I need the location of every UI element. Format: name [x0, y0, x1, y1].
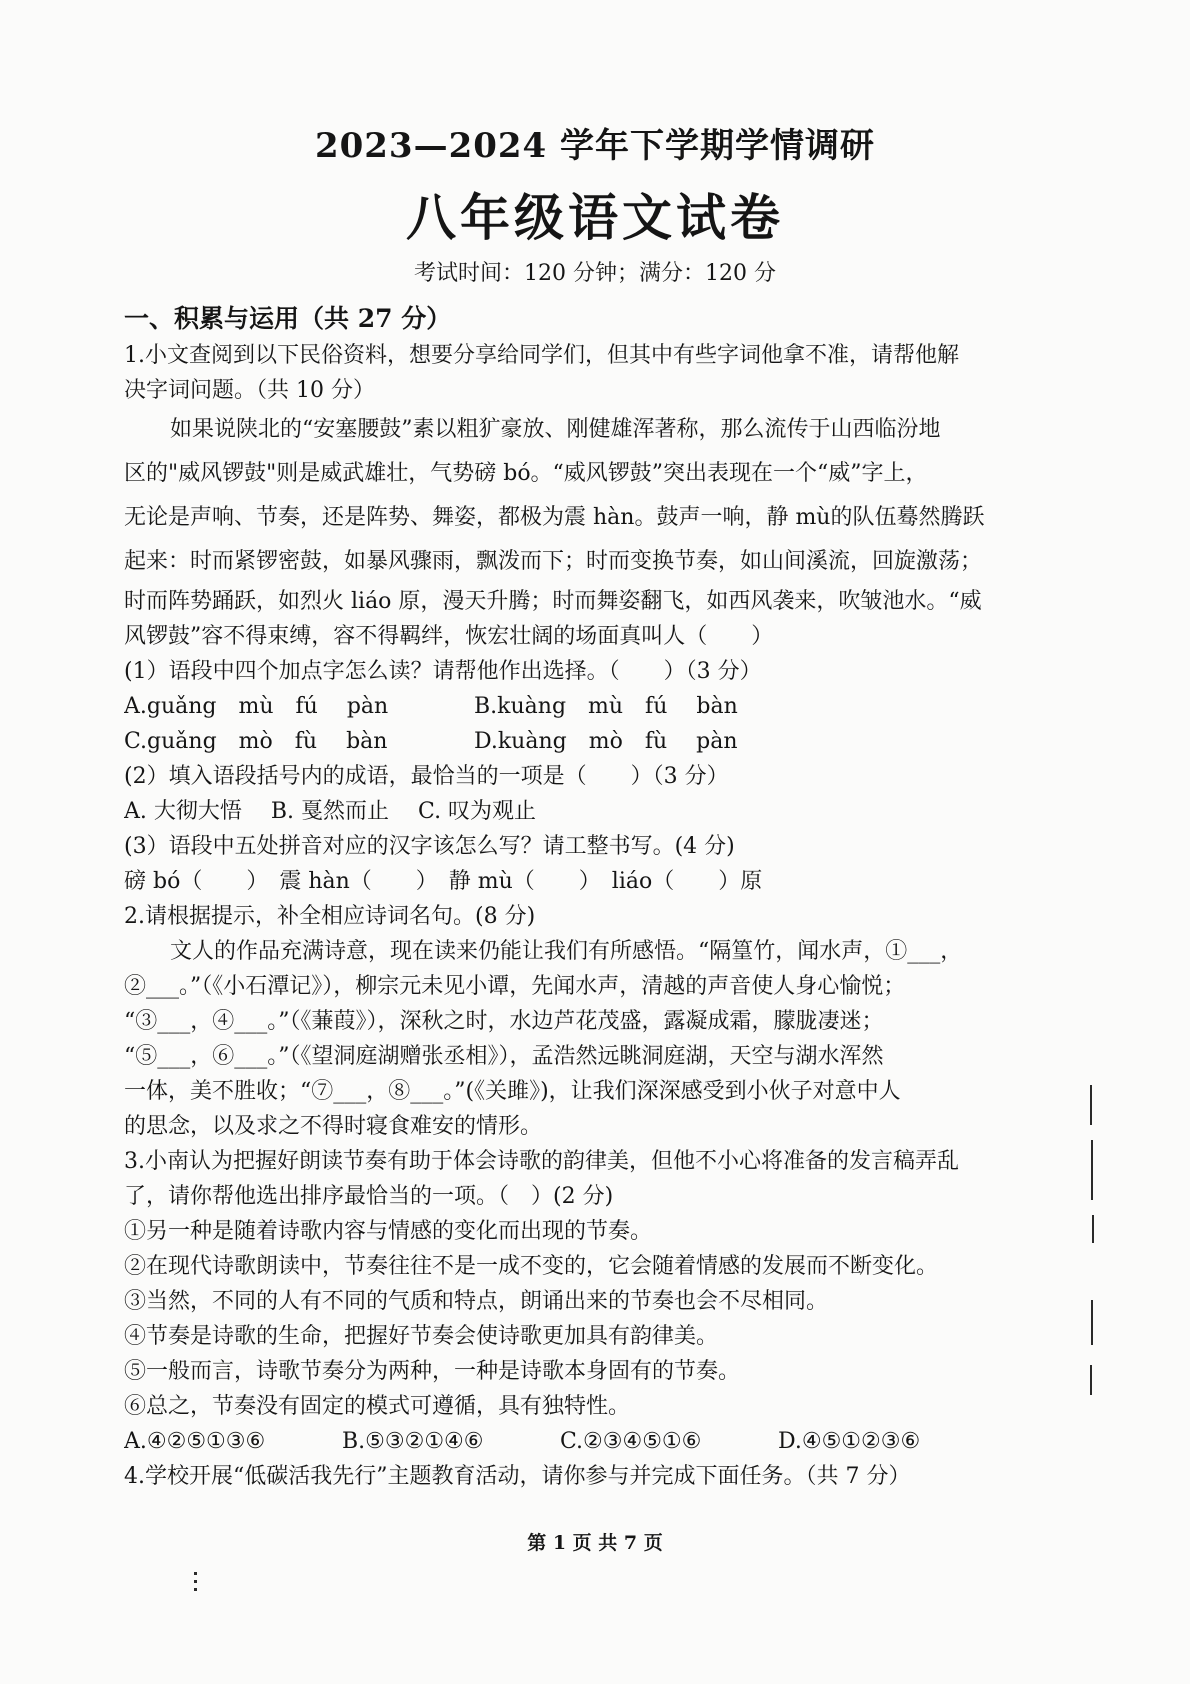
page-number: 第 1 页 共 7 页 [527, 1532, 663, 1554]
q3-item: ⑥总之，节奏没有固定的模式可遵循，具有独特性。 [124, 1394, 631, 1419]
scan-mark [1090, 1365, 1092, 1395]
q1-stem-line-2: 决字词问题。（共 10 分） [124, 378, 375, 403]
q1-passage-line: 时而阵势踊跃，如烈火 liáo 原，漫天升腾；时而舞姿翻飞，如西风袭来，吹皱池水。“威 [124, 589, 982, 614]
exam-title-subject: 八年级语文试卷 [406, 188, 784, 247]
option-a: A.guǎng mù fú pàn [124, 694, 389, 719]
exam-content [124, 300, 1064, 1494]
q3-stem-line-1: 3.小南认为把握好朗读节奏有助于体会诗歌的韵律美，但他不小心将准备的发言稿弄乱 [124, 1149, 959, 1174]
q3-item: ②在现代诗歌朗读中，节奏往往不是一成不变的，它会随着情感的发展而不断变化。 [124, 1254, 939, 1279]
scan-mark [1092, 1215, 1094, 1243]
option-c: C.guǎng mò fù bàn [124, 729, 388, 754]
q1-passage-line: 风锣鼓”容不得束缚，容不得羁绊，恢宏壮阔的场面真叫人（ ） [124, 624, 774, 649]
question-1 [124, 338, 1064, 899]
q1-passage-line: 区的"威风锣鼓"则是威武雄壮，气势磅 bó。“威风锣鼓”突出表现在一个“威”字上， [124, 461, 928, 486]
q3-item: ①另一种是随着诗歌内容与情感的变化而出现的节奏。 [124, 1219, 653, 1244]
q2-passage-line: “③___，④___。”（《蒹葭》），深秋之时，水边芦花茂盛，露凝成霜，朦胧凄迷； [124, 1009, 884, 1034]
q1-sub-3-blanks: 磅 bó（ ） 震 hàn（ ） 静 mù（ ） liáo（ ）原 [124, 869, 763, 894]
q2-passage-line: 文人的作品充满诗意，现在读来仍能让我们有所感悟。“隔篁竹，闻水声，①___， [170, 939, 963, 964]
q3-stem-line-2: 了，请你帮他选出排序最恰当的一项。（ ）(2 分) [124, 1184, 614, 1209]
q1-passage-line: 如果说陕北的“安塞腰鼓”素以粗犷豪放、刚健雄浑著称，那么流传于山西临汾地 [170, 417, 941, 442]
q3-item: ⑤一般而言，诗歌节奏分为两种，一种是诗歌本身固有的节奏。 [124, 1359, 741, 1384]
question-4 [124, 1459, 1064, 1494]
q3-item: ③当然，不同的人有不同的气质和特点，朗诵出来的节奏也会不尽相同。 [124, 1289, 829, 1314]
exam-info: 考试时间：120 分钟；满分：120 分 [414, 261, 776, 286]
q1-passage-line: 起来：时而紧锣密鼓，如暴风骤雨，飘泼而下；时而变换节奏，如山间溪流，回旋激荡； [124, 549, 983, 574]
exam-title-term: 2023—2024 学年下学期学情调研 [314, 126, 876, 166]
question-3 [124, 1144, 1064, 1459]
option-d: D.kuàng mò fù pàn [474, 729, 738, 754]
q1-passage-line: 无论是声响、节奏，还是阵势、舞姿，都极为震 hàn。鼓声一响，静 mù的队伍蓦然腾跃 [124, 505, 985, 530]
option-a: A.④②⑤①③⑥ [124, 1429, 266, 1454]
section-heading: 一、积累与运用（共 27 分） [124, 304, 452, 333]
q2-stem: 2.请根据提示，补全相应诗词名句。(8 分) [124, 904, 536, 929]
q1-sub-1: (1）语段中四个加点字怎么读？请帮他作出选择。（ ）（3 分） [124, 659, 762, 684]
q1-sub-2-options: A. 大彻大悟 B. 戛然而止 C. 叹为观止 [124, 799, 537, 824]
q3-item: ④节奏是诗歌的生命，把握好节奏会使诗歌更加具有韵律美。 [124, 1324, 719, 1349]
q1-sub-1-options-row [124, 689, 1064, 724]
question-2 [124, 899, 1064, 1144]
scan-mark [1091, 1300, 1093, 1345]
scan-mark [1091, 1140, 1093, 1200]
option-b: B.kuàng mù fú bàn [474, 694, 738, 719]
option-d: D.④⑤①②③⑥ [778, 1429, 921, 1454]
scan-mark [194, 1588, 197, 1591]
option-c: C.②③④⑤①⑥ [560, 1429, 702, 1454]
q4-stem: 4.学校开展“低碳活我先行”主题教育活动，请你参与并完成下面任务。（共 7 分） [124, 1464, 911, 1489]
q2-passage-line: ②___。”（《小石潭记》），柳宗元未见小谭，先闻水声，清越的声音使人身心愉悦； [124, 974, 906, 999]
q2-passage-line: 的思念，以及求之不得时寝食难安的情形。 [124, 1114, 543, 1139]
q1-sub-1-options-row [124, 724, 1064, 759]
q1-sub-2: (2）填入语段括号内的成语，最恰当的一项是（ ）（3 分） [124, 764, 729, 789]
q2-passage-line: “⑤___，⑥___。”（《望洞庭湖赠张丞相》），孟浩然远眺洞庭湖，天空与湖水浑然 [124, 1044, 884, 1069]
scan-mark [194, 1580, 197, 1583]
q2-passage-line: 一体，美不胜收；“⑦___，⑧___。”(《关雎》)，让我们深深感受到小伙子对意中人 [124, 1079, 901, 1104]
q3-options-row [124, 1424, 1064, 1459]
q1-sub-3: (3）语段中五处拼音对应的汉字该怎么写？请工整书写。(4 分) [124, 834, 735, 859]
q1-stem-line-1: 1.小文查阅到以下民俗资料，想要分享给同学们，但其中有些字词他拿不准，请帮他解 [124, 343, 959, 368]
scan-mark [1090, 1085, 1092, 1125]
option-b: B.⑤③②①④⑥ [342, 1429, 484, 1454]
scan-mark [194, 1572, 197, 1575]
